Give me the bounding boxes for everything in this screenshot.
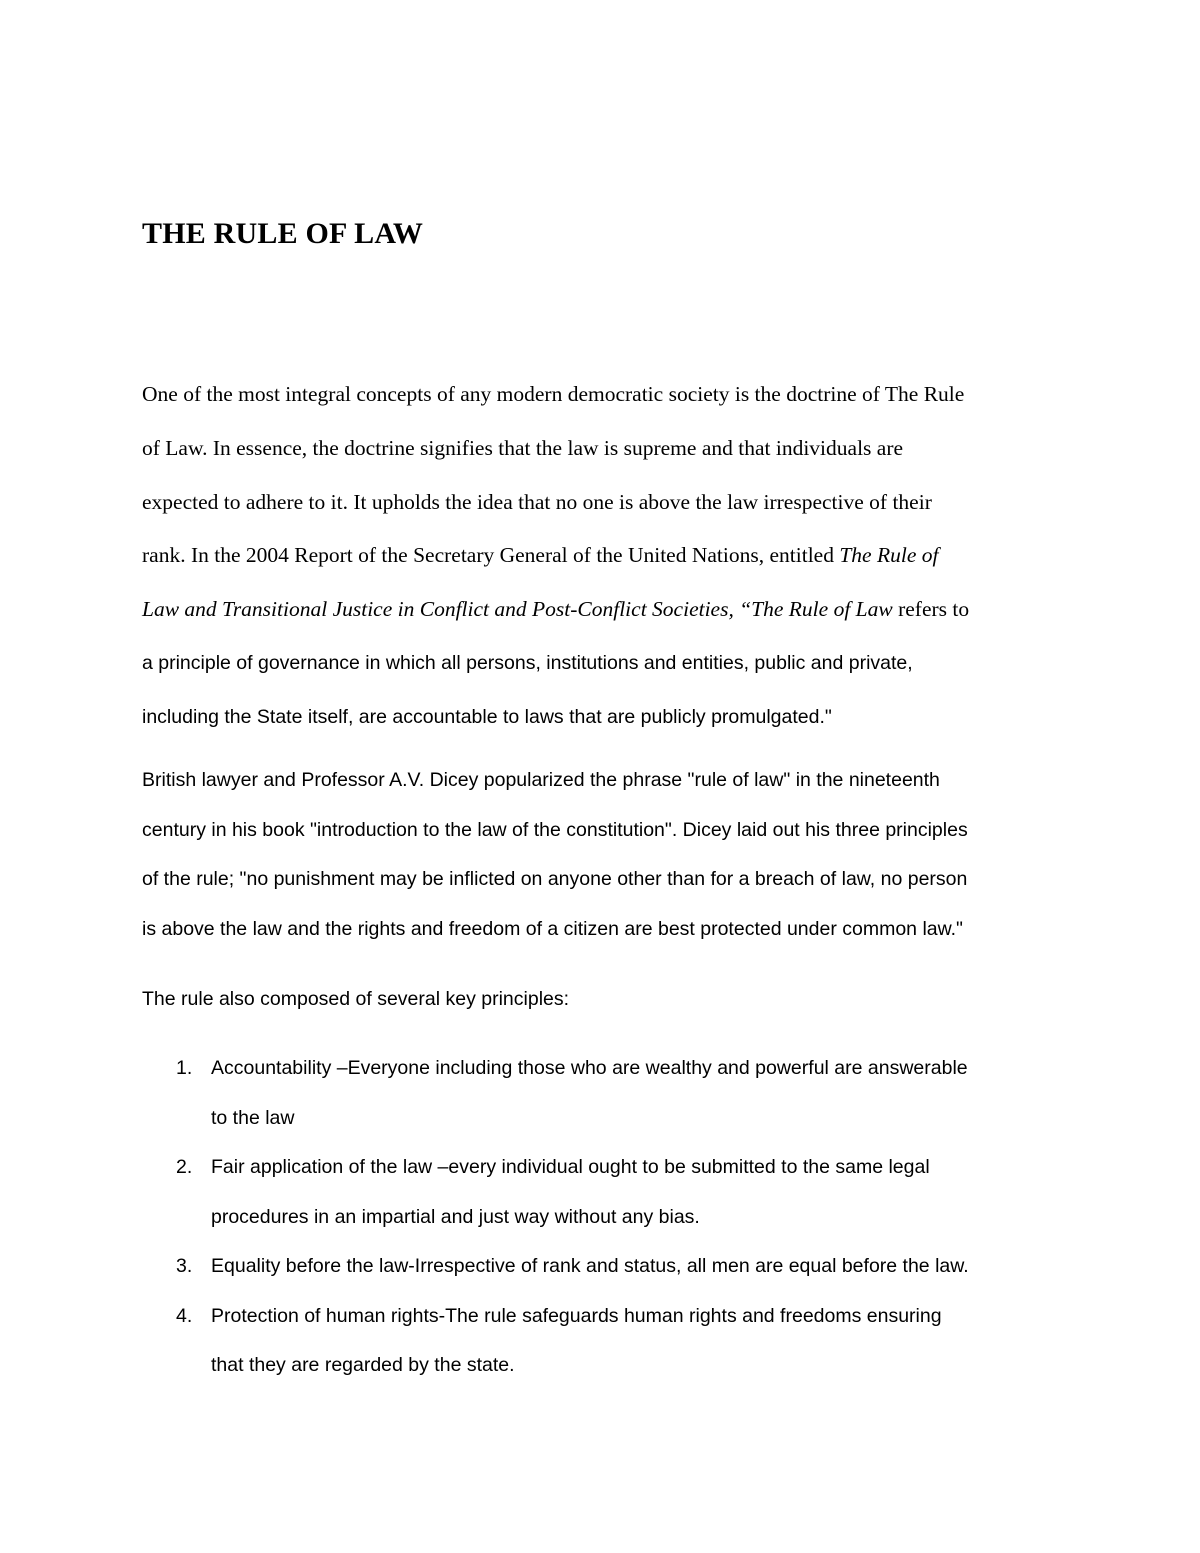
list-number: 4. — [176, 1304, 193, 1327]
list-number: 2. — [176, 1156, 193, 1178]
dicey-paragraph — [142, 756, 1082, 954]
list-item — [142, 1292, 1082, 1391]
list-number: 1. — [176, 1057, 193, 1079]
list-item — [142, 1143, 1082, 1242]
list-item — [142, 1242, 1082, 1292]
document-title: THE RULE OF LAW — [142, 217, 424, 250]
dicey-line-4: is above the law and the rights and freedom of a citizen are best protected under common law." — [142, 917, 963, 940]
list-item-line: that they are regarded by the state. — [211, 1354, 515, 1376]
principles-intro: The rule also composed of several key principles: — [142, 988, 570, 1010]
intro-line-5-text: refers to — [892, 597, 970, 622]
list-item — [142, 1044, 1082, 1143]
intro-line-6: a principle of governance in which all persons, institutions and entities, public and private, — [142, 651, 913, 674]
list-item-line: to the law — [211, 1106, 295, 1129]
intro-line-2: of Law. In essence, the doctrine signifies that the law is supreme and that individuals are — [142, 435, 904, 460]
list-item-line: Fair application of the law –every individual ought to be submitted to the same legal — [211, 1156, 930, 1178]
list-number: 3. — [176, 1255, 193, 1277]
intro-paragraph — [142, 368, 1062, 745]
list-item-line: Protection of human rights-The rule safeguards human rights and freedoms ensuring — [211, 1304, 942, 1327]
dicey-line-3: of the rule; "no punishment may be inflicted on anyone other than for a breach of law, no person — [142, 868, 968, 890]
intro-line-1: One of the most integral concepts of any modern democratic society is the doctrine of The Rule — [142, 382, 965, 406]
list-item-line: Equality before the law-Irrespective of rank and status, all men are equal before the law. — [211, 1255, 969, 1277]
intro-line-5 — [142, 583, 1062, 637]
dicey-line-1: British lawyer and Professor A.V. Dicey popularized the phrase "rule of law" in the nineteenth — [142, 769, 940, 791]
intro-line-4-text: rank. In the 2004 Report of the Secretary General of the United Nations, entitled — [142, 543, 840, 568]
report-title-italic-end: Law and Transitional Justice in Conflict and Post-Conflict Societies, “The Rule of Law — [142, 597, 893, 622]
intro-line-3: expected to adhere to it. It upholds the idea that no one is above the law irrespective of their — [142, 489, 932, 514]
intro-line-4 — [142, 529, 1062, 583]
intro-line-7: including the State itself, are accountable to laws that are publicly promulgated." — [142, 705, 832, 728]
principles-list — [142, 1044, 1082, 1391]
list-item-line: procedures in an impartial and just way without any bias. — [211, 1205, 700, 1228]
report-title-italic-start: The Rule of — [839, 543, 939, 568]
list-item-line: Accountability –Everyone including those who are wealthy and powerful are answerable — [211, 1057, 968, 1079]
dicey-line-2: century in his book "introduction to the law of the constitution". Dicey laid out his three principles — [142, 818, 968, 841]
